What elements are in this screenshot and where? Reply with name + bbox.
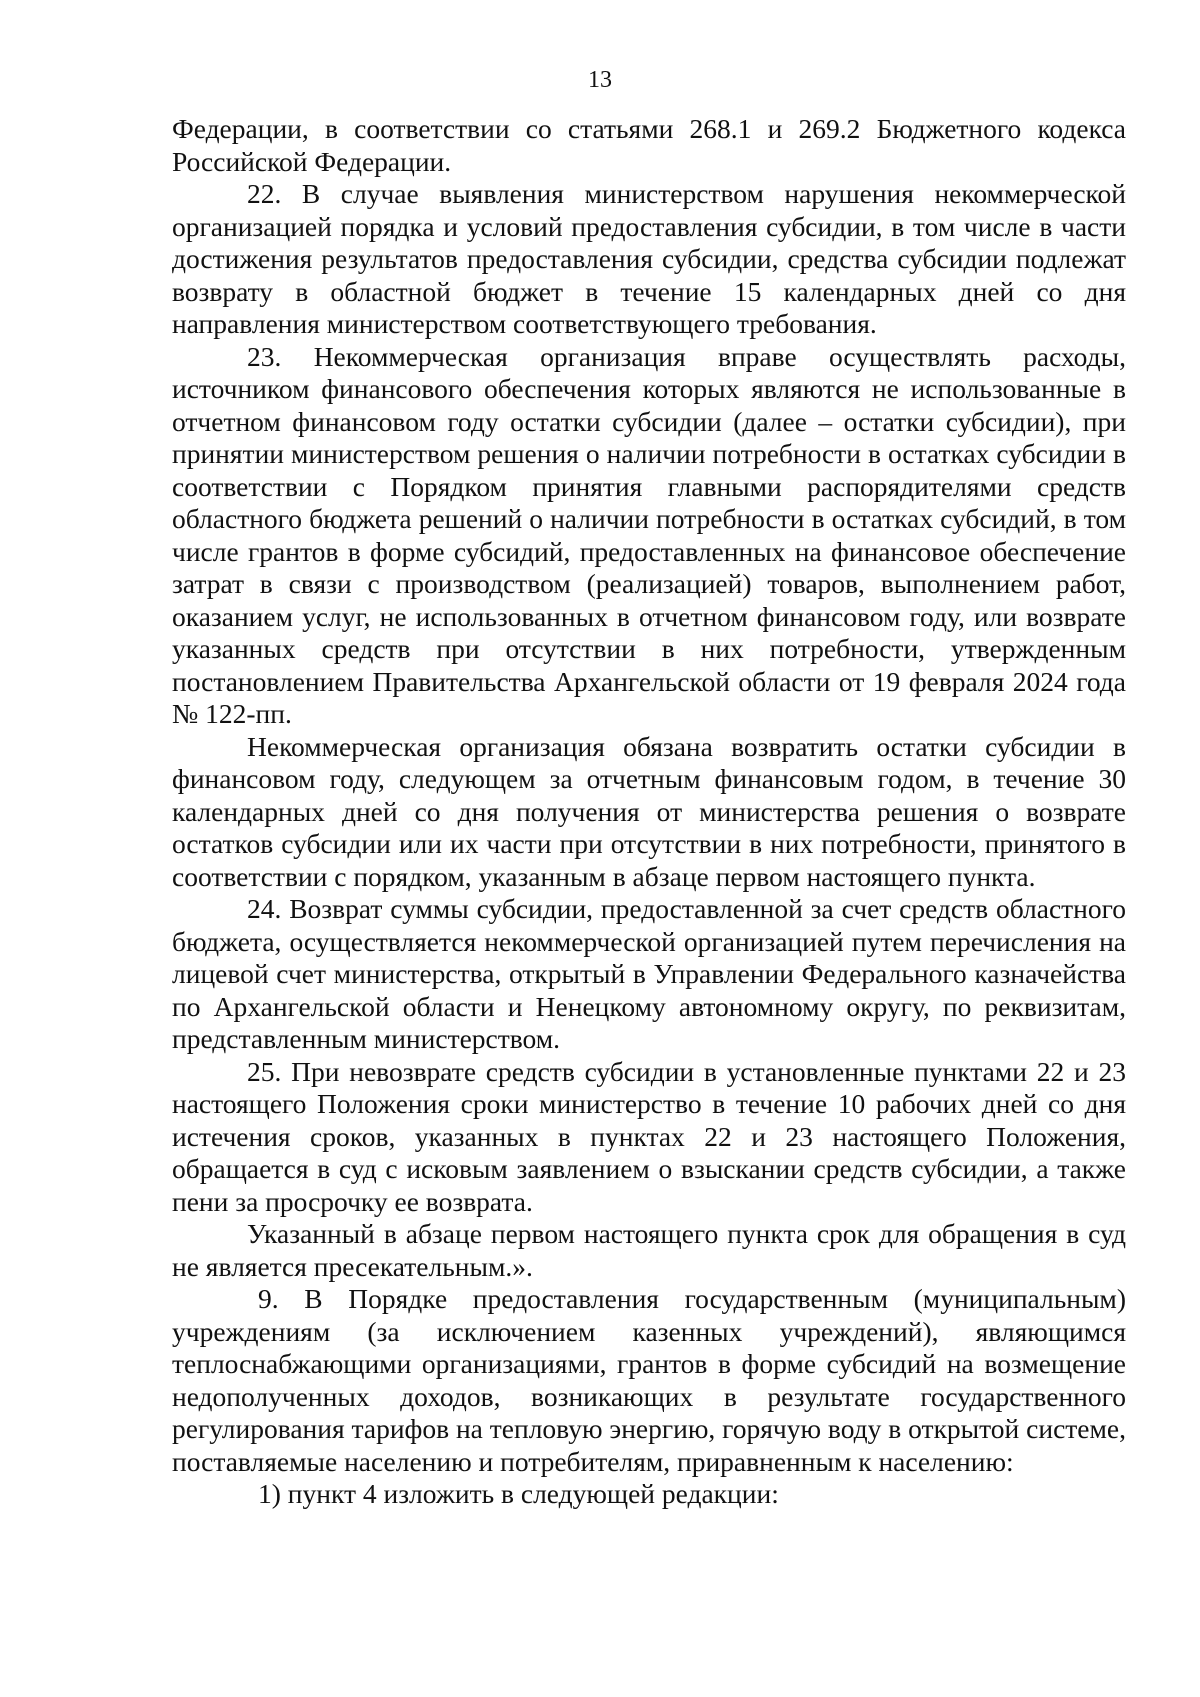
paragraph-item-24: 24. Возврат суммы субсидии, предоставленной за счет средств областного бюджета, осуществляется некоммерческой организацией путем перечисления на лицевой счет министерства, открытый в Управлении Федерального казначейства по Архангельской области и Ненецкому автономному округу, по реквизитам, представленным министерством. — [172, 893, 1126, 1054]
paragraph-item-23: 23. Некоммерческая организация вправе осуществлять расходы, источником финансового обеспечения которых являются не использованные в отчетном финансовом году остатки субсидии (далее – остатки субсидии), при принятии министерством решения о наличии потребности в остатках субсидии в соответствии с Порядком принятия главными распорядителями средств областного бюджета решений о наличии потребности в остатках субсидий, в том числе грантов в форме субсидий, предоставленных на финансовое обеспечение затрат в связи с производством (реализацией) товаров, выполнением работ, оказанием услуг, не использованных в отчетном финансовом году, или возврате указанных средств при отсутствии в них потребности, утвержденным постановлением Правительства Архангельской области от 19 февраля 2024 года № 122-пп. — [172, 340, 1126, 729]
paragraph-item-22: 22. В случае выявления министерством нарушения некоммерческой организацией порядка и условий предоставления субсидии, в том числе в части достижения результатов предоставления субсидии, средства субсидии подлежат возврату в областной бюджет в течение 15 календарных дней со дня направления министерством соответствующего требования. — [172, 178, 1126, 339]
paragraph-item-25-deadline-note: Указанный в абзаце первом настоящего пункта срок для обращения в суд не является пресекательным.». — [172, 1218, 1126, 1282]
document-body — [172, 113, 1126, 1511]
paragraph-item-23-obligation: Некоммерческая организация обязана возвратить остатки субсидии в финансовом году, следующем за отчетным финансовым годом, в течение 30 календарных дней со дня получения от министерства решения о возврате остатков субсидии или их части при отсутствии в них потребности, принятого в соответствии с порядком, указанным в абзаце первом настоящего пункта. — [172, 730, 1126, 892]
paragraph-continuation: Федерации, в соответствии со статьями 268.1 и 269.2 Бюджетного кодекса Российской Федерации. — [172, 113, 1126, 177]
paragraph-subitem-1: 1) пункт 4 изложить в следующей редакции: — [258, 1478, 779, 1509]
paragraph-item-9: 9. В Порядке предоставления государственным (муниципальным) учреждениям (за исключением казенных учреждений), являющимся теплоснабжающими организациями, грантов в форме субсидий на возмещение недополученных доходов, возникающих в результате государственного регулирования тарифов на тепловую энергию, горячую воду в открытой системе, поставляемые населению и потребителям, приравненным к населению: — [172, 1283, 1126, 1477]
paragraph-item-25: 25. При невозврате средств субсидии в установленные пунктами 22 и 23 настоящего Положения сроки министерство в течение 10 рабочих дней со дня истечения сроков, указанных в пунктах 22 и 23 настоящего Положения, обращается в суд с исковым заявлением о взыскании средств субсидии, а также пени за просрочку ее возврата. — [172, 1055, 1126, 1217]
page-number: 13 — [588, 67, 612, 93]
